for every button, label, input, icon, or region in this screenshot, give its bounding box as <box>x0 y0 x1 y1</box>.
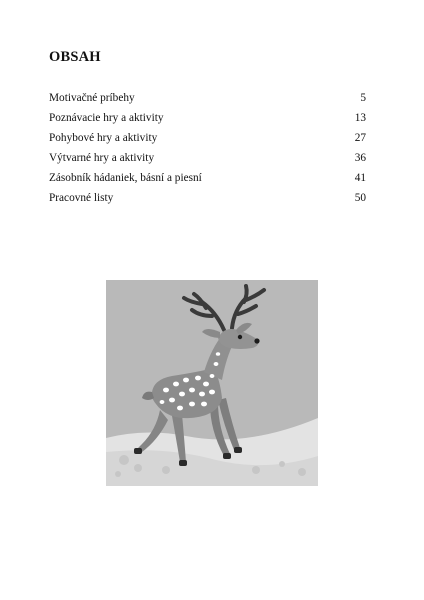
toc-entry-page: 41 <box>354 172 366 184</box>
toc-entry <box>49 192 366 212</box>
toc-entry <box>49 132 366 152</box>
toc-entry-label: Zásobník hádaniek, básní a piesní <box>49 172 202 184</box>
deer-illustration <box>106 280 318 486</box>
toc-entry <box>49 112 366 132</box>
deer-eye <box>238 335 242 339</box>
page-title: OBSAH <box>49 49 101 65</box>
deer-illustration-svg <box>106 280 318 486</box>
toc-entry-page: 13 <box>354 112 366 124</box>
toc-entry-page: 50 <box>354 192 366 204</box>
toc-entry-label: Výtvarné hry a aktivity <box>49 152 155 164</box>
toc-entry <box>49 172 366 192</box>
toc-entry <box>49 152 366 172</box>
toc-entry-label: Motivačné príbehy <box>49 92 135 104</box>
table-of-contents <box>49 92 366 212</box>
toc-entry-page: 5 <box>360 92 366 104</box>
deer-nose <box>254 338 259 343</box>
toc-entry-label: Pracovné listy <box>49 192 114 204</box>
toc-entry-page: 27 <box>354 132 366 144</box>
toc-entry <box>49 92 366 112</box>
toc-entry-label: Pohybové hry a aktivity <box>49 132 158 144</box>
toc-entry-label: Poznávacie hry a aktivity <box>49 112 164 124</box>
toc-entry-page: 36 <box>354 152 366 164</box>
